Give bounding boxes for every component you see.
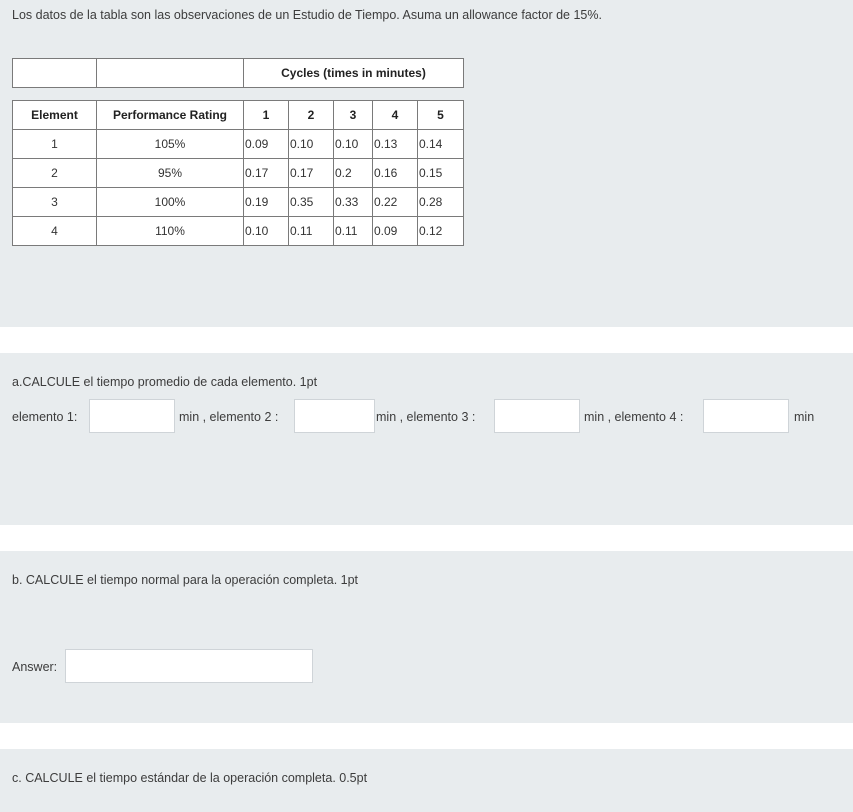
- question-panel-data: [0, 0, 853, 327]
- cycle-cell: 0.14: [418, 130, 464, 159]
- col-header-element: Element: [13, 101, 97, 130]
- cycle-cell: 0.35: [289, 188, 334, 217]
- elemento-3-label: min , elemento 3 :: [376, 410, 476, 424]
- blank-cell: [13, 59, 97, 88]
- table-row: [13, 217, 464, 246]
- cycle-cell: 0.12: [418, 217, 464, 246]
- elemento-1-input[interactable]: [89, 399, 175, 433]
- element-cell: 2: [13, 159, 97, 188]
- cycle-cell: 0.33: [334, 188, 373, 217]
- cycle-cell: 0.13: [373, 130, 418, 159]
- min-unit-label: min: [794, 410, 815, 424]
- cycle-cell: 0.15: [418, 159, 464, 188]
- blank-cell: [97, 59, 244, 88]
- cycle-cell: 0.22: [373, 188, 418, 217]
- table-row: [13, 188, 464, 217]
- cycle-cell: 0.09: [244, 130, 289, 159]
- observations-table: [12, 100, 464, 246]
- cycles-header: Cycles (times in minutes): [244, 59, 464, 88]
- cycle-cell: 0.28: [418, 188, 464, 217]
- elemento-2-label: min , elemento 2 :: [179, 410, 279, 424]
- question-panel-a: [0, 353, 853, 525]
- cycle-cell: 0.10: [244, 217, 289, 246]
- element-cell: 1: [13, 130, 97, 159]
- cycles-header-table: [12, 58, 464, 88]
- answer-input[interactable]: [65, 649, 313, 683]
- col-header-cycle-1: 1: [244, 101, 289, 130]
- cycle-cell: 0.11: [289, 217, 334, 246]
- elemento-2-input[interactable]: [294, 399, 375, 433]
- col-header-rating: Performance Rating: [97, 101, 244, 130]
- col-header-cycle-2: 2: [289, 101, 334, 130]
- element-cell: 3: [13, 188, 97, 217]
- elemento-3-input[interactable]: [494, 399, 580, 433]
- question-c-text: c. CALCULE el tiempo estándar de la operación completa. 0.5pt: [12, 771, 368, 785]
- cycle-cell: 0.11: [334, 217, 373, 246]
- question-a-text: a.CALCULE el tiempo promedio de cada elemento. 1pt: [12, 375, 318, 389]
- table-row: [13, 159, 464, 188]
- elemento-4-input[interactable]: [703, 399, 789, 433]
- rating-cell: 100%: [97, 188, 244, 217]
- col-header-cycle-5: 5: [418, 101, 464, 130]
- rating-cell: 105%: [97, 130, 244, 159]
- cycle-cell: 0.2: [334, 159, 373, 188]
- cycle-cell: 0.19: [244, 188, 289, 217]
- intro-text: Los datos de la tabla son las observaciones de un Estudio de Tiempo. Asuma un allowance factor de 15%.: [12, 8, 602, 22]
- elemento-4-label: min , elemento 4 :: [584, 410, 684, 424]
- cycle-cell: 0.10: [334, 130, 373, 159]
- cycle-cell: 0.17: [244, 159, 289, 188]
- table-header-row: [13, 101, 464, 130]
- elemento-1-label: elemento 1:: [12, 410, 78, 424]
- question-panel-b: [0, 551, 853, 723]
- answer-label: Answer:: [12, 660, 58, 674]
- rating-cell: 95%: [97, 159, 244, 188]
- element-cell: 4: [13, 217, 97, 246]
- col-header-cycle-4: 4: [373, 101, 418, 130]
- cycle-cell: 0.10: [289, 130, 334, 159]
- cycle-cell: 0.09: [373, 217, 418, 246]
- col-header-cycle-3: 3: [334, 101, 373, 130]
- rating-cell: 110%: [97, 217, 244, 246]
- cycle-cell: 0.17: [289, 159, 334, 188]
- cycle-cell: 0.16: [373, 159, 418, 188]
- question-panel-c: [0, 749, 853, 812]
- question-b-text: b. CALCULE el tiempo normal para la operación completa. 1pt: [12, 573, 359, 587]
- table-row: [13, 130, 464, 159]
